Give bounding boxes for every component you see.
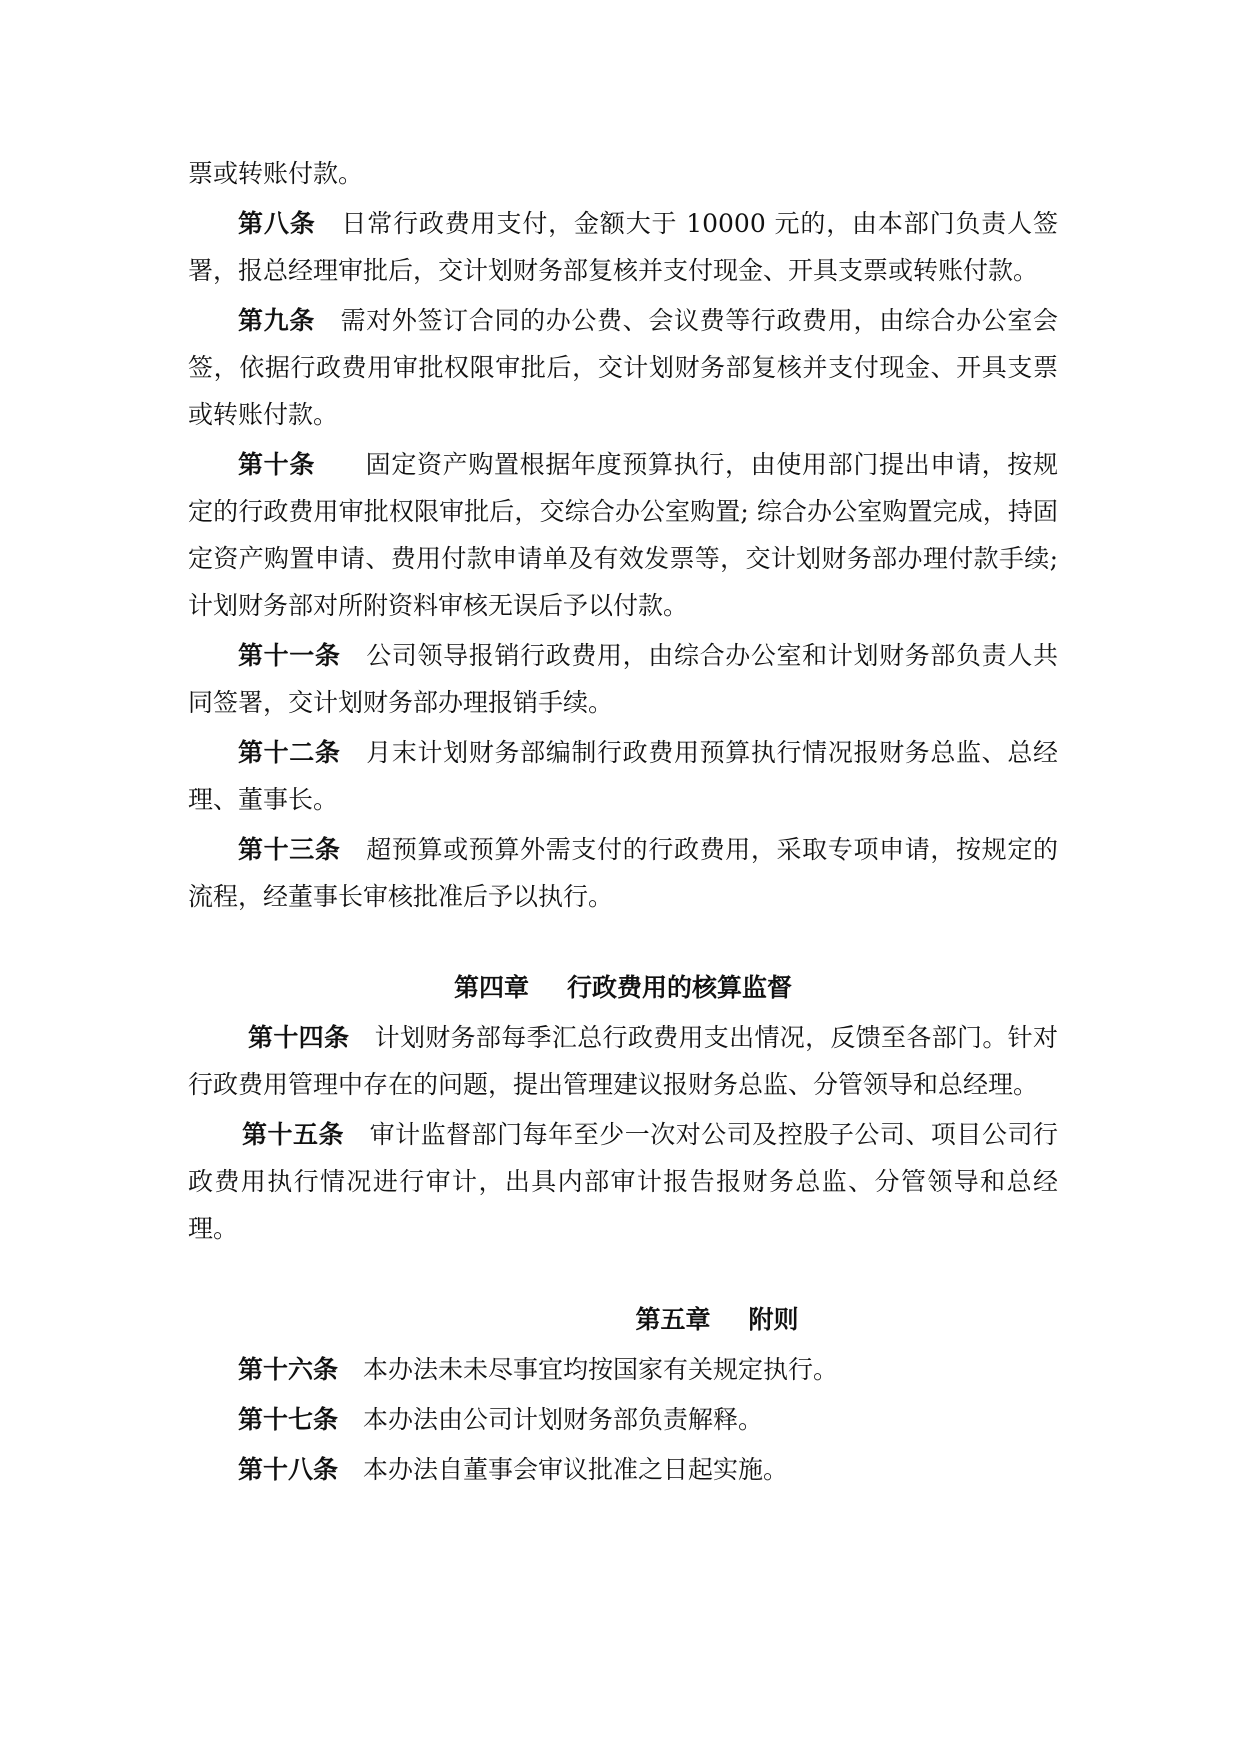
- document-body: [188, 150, 1058, 1496]
- article-18: [188, 1446, 1058, 1493]
- article-label: 第十五条: [242, 1120, 345, 1149]
- chapter-title: 行政费用的核算监督: [567, 973, 793, 1002]
- chapter-number: 第五章: [635, 1305, 711, 1334]
- article-label: 第十六条: [238, 1355, 339, 1384]
- article-11: [188, 632, 1058, 726]
- article-text: 本办法未未尽事宜均按国家有关规定执行。: [363, 1355, 839, 1384]
- chapter-title: 附则: [748, 1305, 799, 1334]
- article-label: 第十四条: [248, 1023, 350, 1052]
- article-label: 第十条: [238, 450, 315, 479]
- article-label: 第十二条: [238, 738, 341, 767]
- article-text: 审计监督部门每年至少一次对公司及控股子公司、项目公司行政费用执行情况进行审计，出具内部审计报告报财务总监、分管领导和总经理。: [188, 1120, 1058, 1243]
- article-text: 本办法由公司计划财务部负责解释。: [363, 1405, 764, 1434]
- article-text: 需对外签订合同的办公费、会议费等行政费用，由综合办公室会签，依据行政费用审批权限审批后，交计划财务部复核并支付现金、开具支票或转账付款。: [188, 306, 1058, 429]
- paragraph-text: 票或转账付款。: [188, 159, 364, 188]
- article-16: [188, 1346, 1058, 1393]
- article-label: 第八条: [238, 209, 316, 238]
- article-text: 月末计划财务部编制行政费用预算执行情况报财务总监、总经理、董事长。: [188, 738, 1058, 814]
- article-8: [188, 200, 1058, 294]
- chapter-number: 第四章: [453, 973, 529, 1002]
- continuation-paragraph: [188, 150, 1058, 197]
- chapter-5-heading: [188, 1296, 1058, 1343]
- article-9: [188, 297, 1058, 438]
- article-text: 公司领导报销行政费用，由综合办公室和计划财务部负责人共同签署，交计划财务部办理报销手续。: [188, 641, 1058, 717]
- article-text: 日常行政费用支付，金额大于 10000 元的，由本部门负责人签署，报总经理审批后，交计划财务部复核并支付现金、开具支票或转账付款。: [188, 209, 1058, 285]
- chapter-4-heading: [188, 964, 1058, 1011]
- article-12: [188, 729, 1058, 823]
- article-17: [188, 1396, 1058, 1443]
- article-13: [188, 826, 1058, 920]
- article-label: 第十七条: [238, 1405, 339, 1434]
- article-text: 本办法自董事会审议批准之日起实施。: [363, 1455, 789, 1484]
- article-10: [188, 441, 1058, 629]
- article-15: [188, 1111, 1058, 1252]
- article-text: 固定资产购置根据年度预算执行，由使用部门提出申请，按规定的行政费用审批权限审批后，交综合办公室购置; 综合办公室购置完成，持固定资产购置申请、费用付款申请单及有效发票等，交计划财务部办理付款手续; 计划财务部对所附资料审核无误后予以付款。: [188, 450, 1058, 620]
- article-text: 计划财务部每季汇总行政费用支出情况，反馈至各部门。针对行政费用管理中存在的问题，提出管理建议报财务总监、分管领导和总经理。: [188, 1023, 1058, 1099]
- article-label: 第九条: [238, 306, 315, 335]
- article-label: 第十三条: [238, 835, 341, 864]
- article-label: 第十一条: [238, 641, 341, 670]
- article-14: [188, 1014, 1058, 1108]
- article-text: 超预算或预算外需支付的行政费用，采取专项申请，按规定的流程，经董事长审核批准后予以执行。: [188, 835, 1058, 911]
- article-label: 第十八条: [238, 1455, 339, 1484]
